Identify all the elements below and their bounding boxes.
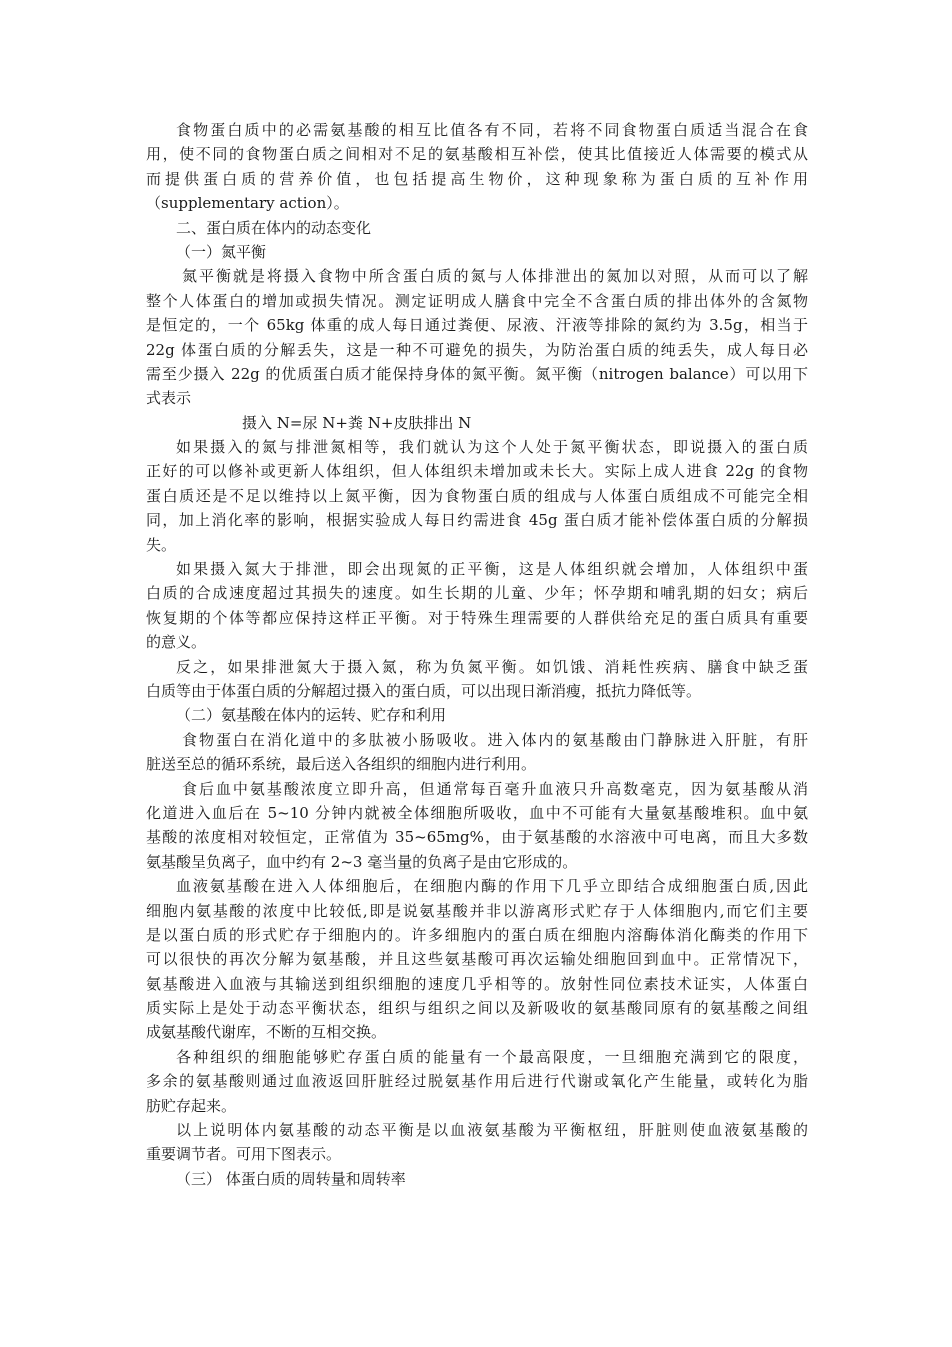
text-line: 白质等由于体蛋白质的分解超过摄入的蛋白质，可以出现日渐消瘦，抵抗力降低等。 xyxy=(146,681,702,700)
text-line: 化道进入血后在 5~10 分钟内就被全体细胞所吸收，血中不可能有大量氨基酸堆积。血中氨 xyxy=(146,803,808,822)
text-line: 多余的氨基酸则通过血液返回肝脏经过脱氨基作用后进行代谢或氧化产生能量，或转化为脂 xyxy=(146,1072,808,1091)
text-line: 可以很快的再次分解为氨基酸，并且这些氨基酸可再次运输处细胞回到血中。正常情况下， xyxy=(146,950,808,969)
text-line: 的意义。 xyxy=(146,633,207,652)
document-page xyxy=(146,118,808,1191)
text-line: 整个人体蛋白的增加或损失情况。测定证明成人膳食中完全不含蛋白质的排出体外的含氮物 xyxy=(146,291,808,310)
text-line: （二）氨基酸在体内的运转、贮存和利用 xyxy=(176,706,447,725)
text-line: 基酸的浓度相对较恒定，正常值为 35~65mg%，由于氨基酸的水溶液中可电离，而且大多数 xyxy=(146,828,808,847)
text-line: 而提供蛋白质的营养价值，也包括提高生物价，这种现象称为蛋白质的互补作用 xyxy=(146,169,808,188)
text-line: 同，加上消化率的影响，根据实验成人每日约需进食 45g 蛋白质才能补偿体蛋白质的分解损 xyxy=(146,511,808,530)
text-line: 食后血中氨基酸浓度立即升高，但通常每百毫升血液只升高数毫克，因为氨基酸从消 xyxy=(182,779,808,798)
text-line: 脏送至总的循环系统，最后送入各组织的细胞内进行利用。 xyxy=(146,755,537,774)
text-line: 反之，如果排泄氮大于摄入氮，称为负氮平衡。如饥饿、消耗性疾病、膳食中缺乏蛋 xyxy=(176,657,808,676)
text-line: 重要调节者。可用下图表示。 xyxy=(146,1145,342,1164)
text-line: 摄入 N=尿 N+粪 N+皮肤排出 N xyxy=(242,413,472,432)
text-line: 蛋白质还是不足以维持以上氮平衡，因为食物蛋白质的组成与人体蛋白质组成不可能完全相 xyxy=(146,486,808,505)
text-line: 氨基酸进入血液与其输送到组织细胞的速度几乎相等的。放射性同位素技术证实，人体蛋白 xyxy=(146,974,808,993)
text-line: 血液氨基酸在进入人体细胞后，在细胞内酶的作用下几乎立即结合成细胞蛋白质,因此 xyxy=(176,877,808,896)
text-line: 如果摄入的氮与排泄氮相等，我们就认为这个人处于氮平衡状态，即说摄入的蛋白质 xyxy=(176,438,808,457)
text-line: 二、蛋白质在体内的动态变化 xyxy=(176,218,372,237)
text-line: 成氨基酸代谢库，不断的互相交换。 xyxy=(146,1023,387,1042)
text-line: 用，使不同的食物蛋白质之间相对不足的氨基酸相互补偿，使其比值接近人体需要的模式从 xyxy=(146,145,808,164)
text-line: 以上说明体内氨基酸的动态平衡是以血液氨基酸为平衡枢纽，肝脏则使血液氨基酸的 xyxy=(176,1121,808,1140)
text-line: 氮平衡就是将摄入食物中所含蛋白质的氮与人体排泄出的氮加以对照，从而可以了解 xyxy=(182,267,808,286)
text-line: 22g 体蛋白质的分解丢失，这是一种不可避免的损失，为防治蛋白质的纯丢失，成人每日必 xyxy=(146,340,808,359)
text-line: 如果摄入氮大于排泄，即会出现氮的正平衡，这是人体组织就会增加，人体组织中蛋 xyxy=(176,560,808,579)
text-line: 氨基酸呈负离子，血中约有 2~3 毫当量的负离子是由它形成的。 xyxy=(146,852,578,871)
text-line: 各种组织的细胞能够贮存蛋白质的能量有一个最高限度，一旦细胞充满到它的限度， xyxy=(176,1047,808,1066)
text-line: 失。 xyxy=(146,535,177,554)
text-line: 质实际上是处于动态平衡状态，组织与组织之间以及新吸收的氨基酸同原有的氨基酸之间组 xyxy=(146,999,808,1018)
text-line: （三） 体蛋白质的周转量和周转率 xyxy=(176,1169,406,1188)
text-line: （一）氮平衡 xyxy=(176,242,267,261)
text-line: 白质的合成速度超过其损失的速度。如生长期的儿童、少年；怀孕期和哺乳期的妇女；病后 xyxy=(146,584,808,603)
text-line: （supplementary action）。 xyxy=(146,194,349,213)
text-line: 正好的可以修补或更新人体组织，但人体组织未增加或未长大。实际上成人进食 22g 的食物 xyxy=(146,462,808,481)
text-line: 是以蛋白质的形式贮存于细胞内的。许多细胞内的蛋白质在细胞内溶酶体消化酶类的作用下 xyxy=(146,925,808,944)
text-line: 食物蛋白在消化道中的多肽被小肠吸收。进入体内的氨基酸由门静脉进入肝脏，有肝 xyxy=(182,730,808,749)
text-line: 是恒定的，一个 65kg 体重的成人每日通过粪便、尿液、汗液等排除的氮约为 3.5g，相当于 xyxy=(146,316,808,335)
text-line: 恢复期的个体等都应保持这样正平衡。对于特殊生理需要的人群供给充足的蛋白质具有重要 xyxy=(146,608,808,627)
text-line: 食物蛋白质中的必需氨基酸的相互比值各有不同，若将不同食物蛋白质适当混合在食 xyxy=(176,121,808,139)
text-line: 需至少摄入 22g 的优质蛋白质才能保持身体的氮平衡。氮平衡（nitrogen balance）可以用下 xyxy=(146,364,808,383)
text-line: 细胞内氨基酸的浓度中比较低,即是说氨基酸并非以游离形式贮存于人体细胞内,而它们主要 xyxy=(146,901,808,920)
text-line: 式表示 xyxy=(146,389,192,408)
text-line: 肪贮存起来。 xyxy=(146,1096,237,1115)
